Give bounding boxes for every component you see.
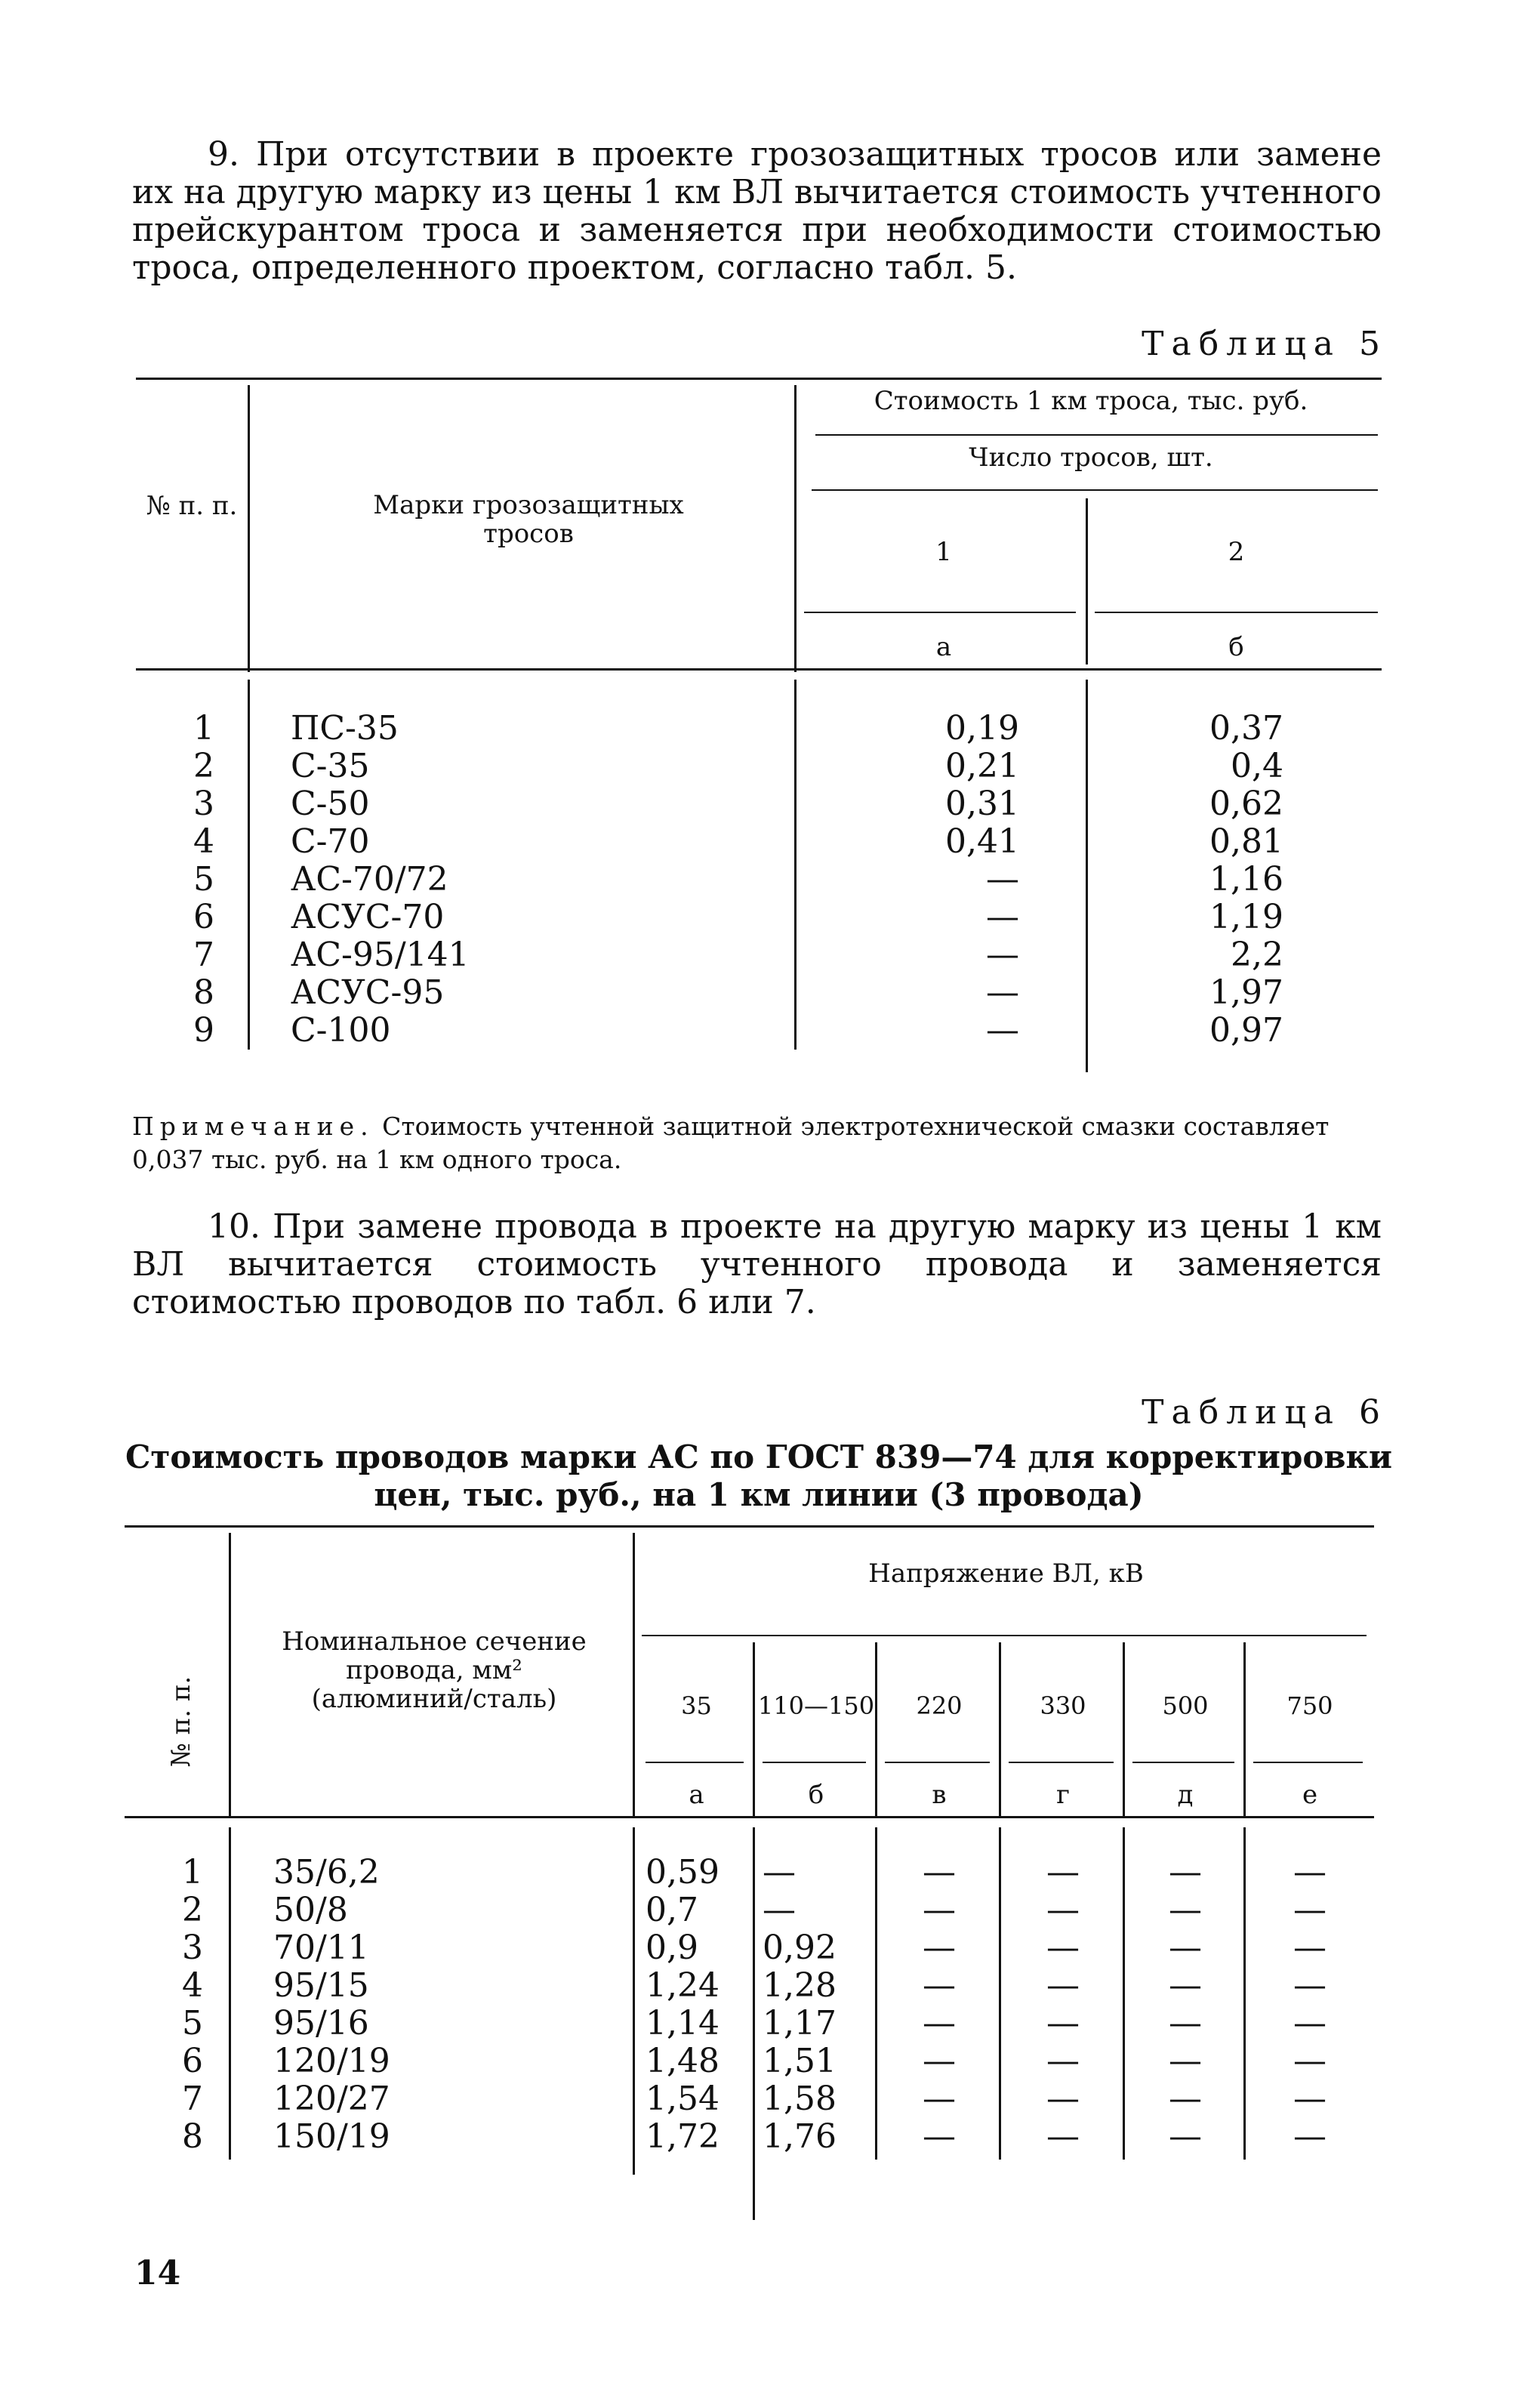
- row-value-b: 0,97: [1209, 1011, 1283, 1050]
- header-letter: б: [808, 1780, 824, 1810]
- table-rule: [794, 385, 797, 672]
- table-rule: [248, 385, 250, 672]
- row-number: 7: [193, 936, 214, 974]
- row-value: 1,54: [646, 2080, 719, 2118]
- row-value: 0,7: [646, 1891, 698, 1929]
- row-section: 95/15: [273, 1966, 369, 2005]
- table-rule: [1086, 680, 1088, 1072]
- header-voltage-col: 750: [1286, 1691, 1333, 1720]
- paragraph-9: 9. При отсутствии в проекте грозозащитных тросов или замене их на другую марку из цены 1 км ВЛ вычитается стоимость учтенного прейскурантом троса и заменяется при необходимости стоимостью троса, определенного проектом, согласно табл. 5.: [132, 135, 1382, 287]
- row-number: 2: [182, 1891, 203, 1929]
- row-value: —: [923, 2042, 956, 2080]
- row-number: 6: [182, 2042, 203, 2080]
- row-number: 7: [182, 2080, 203, 2118]
- table-rule: [1009, 1762, 1114, 1763]
- row-value-b: 1,97: [1209, 973, 1283, 1012]
- row-number: 6: [193, 898, 214, 936]
- table-rule: [804, 612, 1076, 613]
- header-cost: Стоимость 1 км троса, тыс. руб.: [874, 386, 1308, 416]
- row-value: —: [923, 1891, 956, 1929]
- row-number: 5: [193, 860, 214, 899]
- row-brand: С-70: [291, 822, 370, 861]
- row-brand: С-35: [291, 747, 370, 785]
- row-value: —: [1169, 2042, 1202, 2080]
- row-value: —: [1293, 2004, 1326, 2043]
- row-value: 1,28: [763, 1966, 837, 2005]
- row-section: 150/19: [273, 2117, 390, 2156]
- row-value-a: —: [986, 898, 1019, 936]
- row-number: 1: [182, 1853, 203, 1892]
- row-brand: С-100: [291, 1011, 391, 1050]
- row-number: 3: [182, 1929, 203, 1967]
- paragraph-10: 10. При замене провода в проекте на другую марку из цены 1 км ВЛ вычитается стоимость учтенного провода и заменяется стоимостью проводов по табл. 6 или 7.: [132, 1207, 1382, 1321]
- row-value: —: [1169, 1966, 1202, 2005]
- row-brand: АСУС-70: [291, 898, 445, 936]
- header-letter: г: [1056, 1780, 1070, 1810]
- header-voltage-col: 500: [1162, 1691, 1209, 1720]
- row-value: —: [923, 1929, 956, 1967]
- table-rule: [633, 1827, 635, 2175]
- row-value: —: [923, 2004, 956, 2043]
- header-num: № п. п.: [146, 491, 238, 521]
- row-value: —: [1046, 1929, 1080, 1967]
- row-value: —: [763, 1891, 796, 1929]
- header-brand: Марки грозозащитных тросов: [373, 490, 684, 549]
- row-value: —: [1046, 1966, 1080, 2005]
- row-number: 4: [193, 822, 214, 861]
- row-value: —: [1293, 1929, 1326, 1967]
- row-value-a: 0,31: [945, 785, 1019, 823]
- header-letter: д: [1177, 1780, 1194, 1810]
- table-rule: [248, 680, 250, 1050]
- table-rule: [136, 378, 1382, 380]
- row-value-b: 0,37: [1209, 709, 1283, 748]
- header-col-1: 1: [935, 537, 952, 567]
- row-number: 4: [182, 1966, 203, 2005]
- header-col-2: 2: [1228, 537, 1245, 567]
- table-rule: [885, 1762, 990, 1763]
- row-value: —: [1046, 1891, 1080, 1929]
- row-value: —: [923, 1966, 956, 2005]
- row-value: —: [1293, 1853, 1326, 1892]
- row-section: 120/19: [273, 2042, 390, 2080]
- table-5-note: [132, 1110, 1382, 1176]
- row-value: —: [1169, 1891, 1202, 1929]
- table-rule: [642, 1635, 1367, 1636]
- row-number: 1: [193, 709, 214, 748]
- row-number: 9: [193, 1011, 214, 1050]
- row-section: 120/27: [273, 2080, 390, 2118]
- row-value-b: 0,81: [1209, 822, 1283, 861]
- row-value: —: [1046, 2004, 1080, 2043]
- table-rule: [753, 1827, 755, 2220]
- row-value-b: 0,4: [1231, 747, 1283, 785]
- row-brand: АСУС-95: [291, 973, 445, 1012]
- header-voltage-col: 35: [681, 1691, 712, 1720]
- row-value: —: [923, 2080, 956, 2118]
- header-section-1: Номинальное сечение: [282, 1626, 587, 1657]
- row-value-b: 0,62: [1209, 785, 1283, 823]
- row-section: 35/6,2: [273, 1853, 380, 1892]
- row-value: 1,58: [763, 2080, 837, 2118]
- header-voltage-col: 110—150: [757, 1691, 875, 1720]
- header-letter: в: [932, 1780, 947, 1810]
- row-number: 8: [182, 2117, 203, 2156]
- row-value-b: 2,2: [1231, 936, 1283, 974]
- row-value: —: [1046, 2117, 1080, 2156]
- row-value-a: —: [986, 936, 1019, 974]
- row-value: —: [1169, 1929, 1202, 1967]
- row-value: —: [923, 1853, 956, 1892]
- header-letter-b: б: [1228, 632, 1244, 662]
- row-brand: ПС-35: [291, 709, 399, 748]
- row-section: 95/16: [273, 2004, 369, 2043]
- table-rule: [229, 1827, 231, 2160]
- header-voltage-col: 220: [916, 1691, 963, 1720]
- header-letter: е: [1302, 1780, 1318, 1810]
- table-rule: [1095, 612, 1378, 613]
- row-value-a: —: [986, 860, 1019, 899]
- header-letter: а: [689, 1780, 704, 1810]
- row-value: 0,92: [763, 1929, 837, 1967]
- row-value: —: [1169, 2080, 1202, 2118]
- row-number: 5: [182, 2004, 203, 2043]
- row-brand: АС-95/141: [291, 936, 470, 974]
- row-section: 50/8: [273, 1891, 348, 1929]
- note-text: Стоимость учтенной защитной электротехнической смазки составляет 0,037 тыс. руб. на 1 км одного троса.: [132, 1112, 1330, 1174]
- row-value-a: 0,21: [945, 747, 1019, 785]
- header-num: № п. п.: [166, 1676, 196, 1768]
- row-value-b: 1,16: [1209, 860, 1283, 899]
- table-rule: [125, 1525, 1374, 1528]
- row-value: —: [1169, 2117, 1202, 2156]
- table-rule: [125, 1816, 1374, 1818]
- table-rule: [812, 489, 1378, 491]
- table-rule: [763, 1762, 866, 1763]
- header-count: Число тросов, шт.: [969, 442, 1213, 473]
- row-value: —: [1293, 1966, 1326, 2005]
- row-section: 70/11: [273, 1929, 369, 1967]
- table-rule: [815, 434, 1378, 436]
- row-brand: АС-70/72: [291, 860, 448, 899]
- row-value: 1,14: [646, 2004, 719, 2043]
- row-value-a: —: [986, 973, 1019, 1012]
- row-value: —: [1046, 1853, 1080, 1892]
- header-section-2: провода, мм²: [346, 1655, 522, 1685]
- header-section-3: (алюминий/сталь): [311, 1684, 557, 1714]
- table-rule: [136, 668, 1382, 671]
- header-voltage-col: 330: [1040, 1691, 1086, 1720]
- table-6-caption: Таблица 6: [1142, 1393, 1388, 1432]
- row-value: —: [1293, 1891, 1326, 1929]
- table-rule: [1132, 1762, 1234, 1763]
- row-number: 3: [193, 785, 214, 823]
- table-6-title-line-1: Стоимость проводов марки АС по ГОСТ 839—74 для корректировки: [125, 1438, 1392, 1475]
- row-value: —: [763, 1853, 796, 1892]
- header-letter-a: а: [935, 632, 952, 662]
- row-number: 2: [193, 747, 214, 785]
- table-6-title-line-2: цен, тыс. руб., на 1 км линии (3 провода): [374, 1476, 1144, 1513]
- row-value: 1,24: [646, 1966, 719, 2005]
- row-value: —: [1169, 1853, 1202, 1892]
- row-value: —: [1046, 2042, 1080, 2080]
- row-value: —: [1293, 2080, 1326, 2118]
- row-value-a: 0,19: [945, 709, 1019, 748]
- row-brand: С-50: [291, 785, 370, 823]
- header-voltage: Напряжение ВЛ, кВ: [868, 1559, 1144, 1589]
- row-value-a: 0,41: [945, 822, 1019, 861]
- row-value: —: [1293, 2117, 1326, 2156]
- row-number: 8: [193, 973, 214, 1012]
- row-value: —: [1046, 2080, 1080, 2118]
- row-value-a: —: [986, 1011, 1019, 1050]
- row-value: 0,9: [646, 1929, 698, 1967]
- row-value: 1,72: [646, 2117, 719, 2156]
- note-label: Примечание.: [132, 1112, 374, 1141]
- row-value-b: 1,19: [1209, 898, 1283, 936]
- row-value: 1,51: [763, 2042, 837, 2080]
- row-value: 1,17: [763, 2004, 837, 2043]
- page-number: 14: [134, 2254, 181, 2292]
- table-rule: [1253, 1762, 1363, 1763]
- row-value: —: [923, 2117, 956, 2156]
- table-rule: [646, 1762, 744, 1763]
- row-value: —: [1293, 2042, 1326, 2080]
- row-value: 0,59: [646, 1853, 719, 1892]
- table-5-caption: Таблица 5: [1142, 325, 1388, 363]
- row-value: —: [1169, 2004, 1202, 2043]
- row-value: 1,76: [763, 2117, 837, 2156]
- table-rule: [229, 1533, 231, 1816]
- table-rule: [794, 680, 797, 1050]
- row-value: 1,48: [646, 2042, 719, 2080]
